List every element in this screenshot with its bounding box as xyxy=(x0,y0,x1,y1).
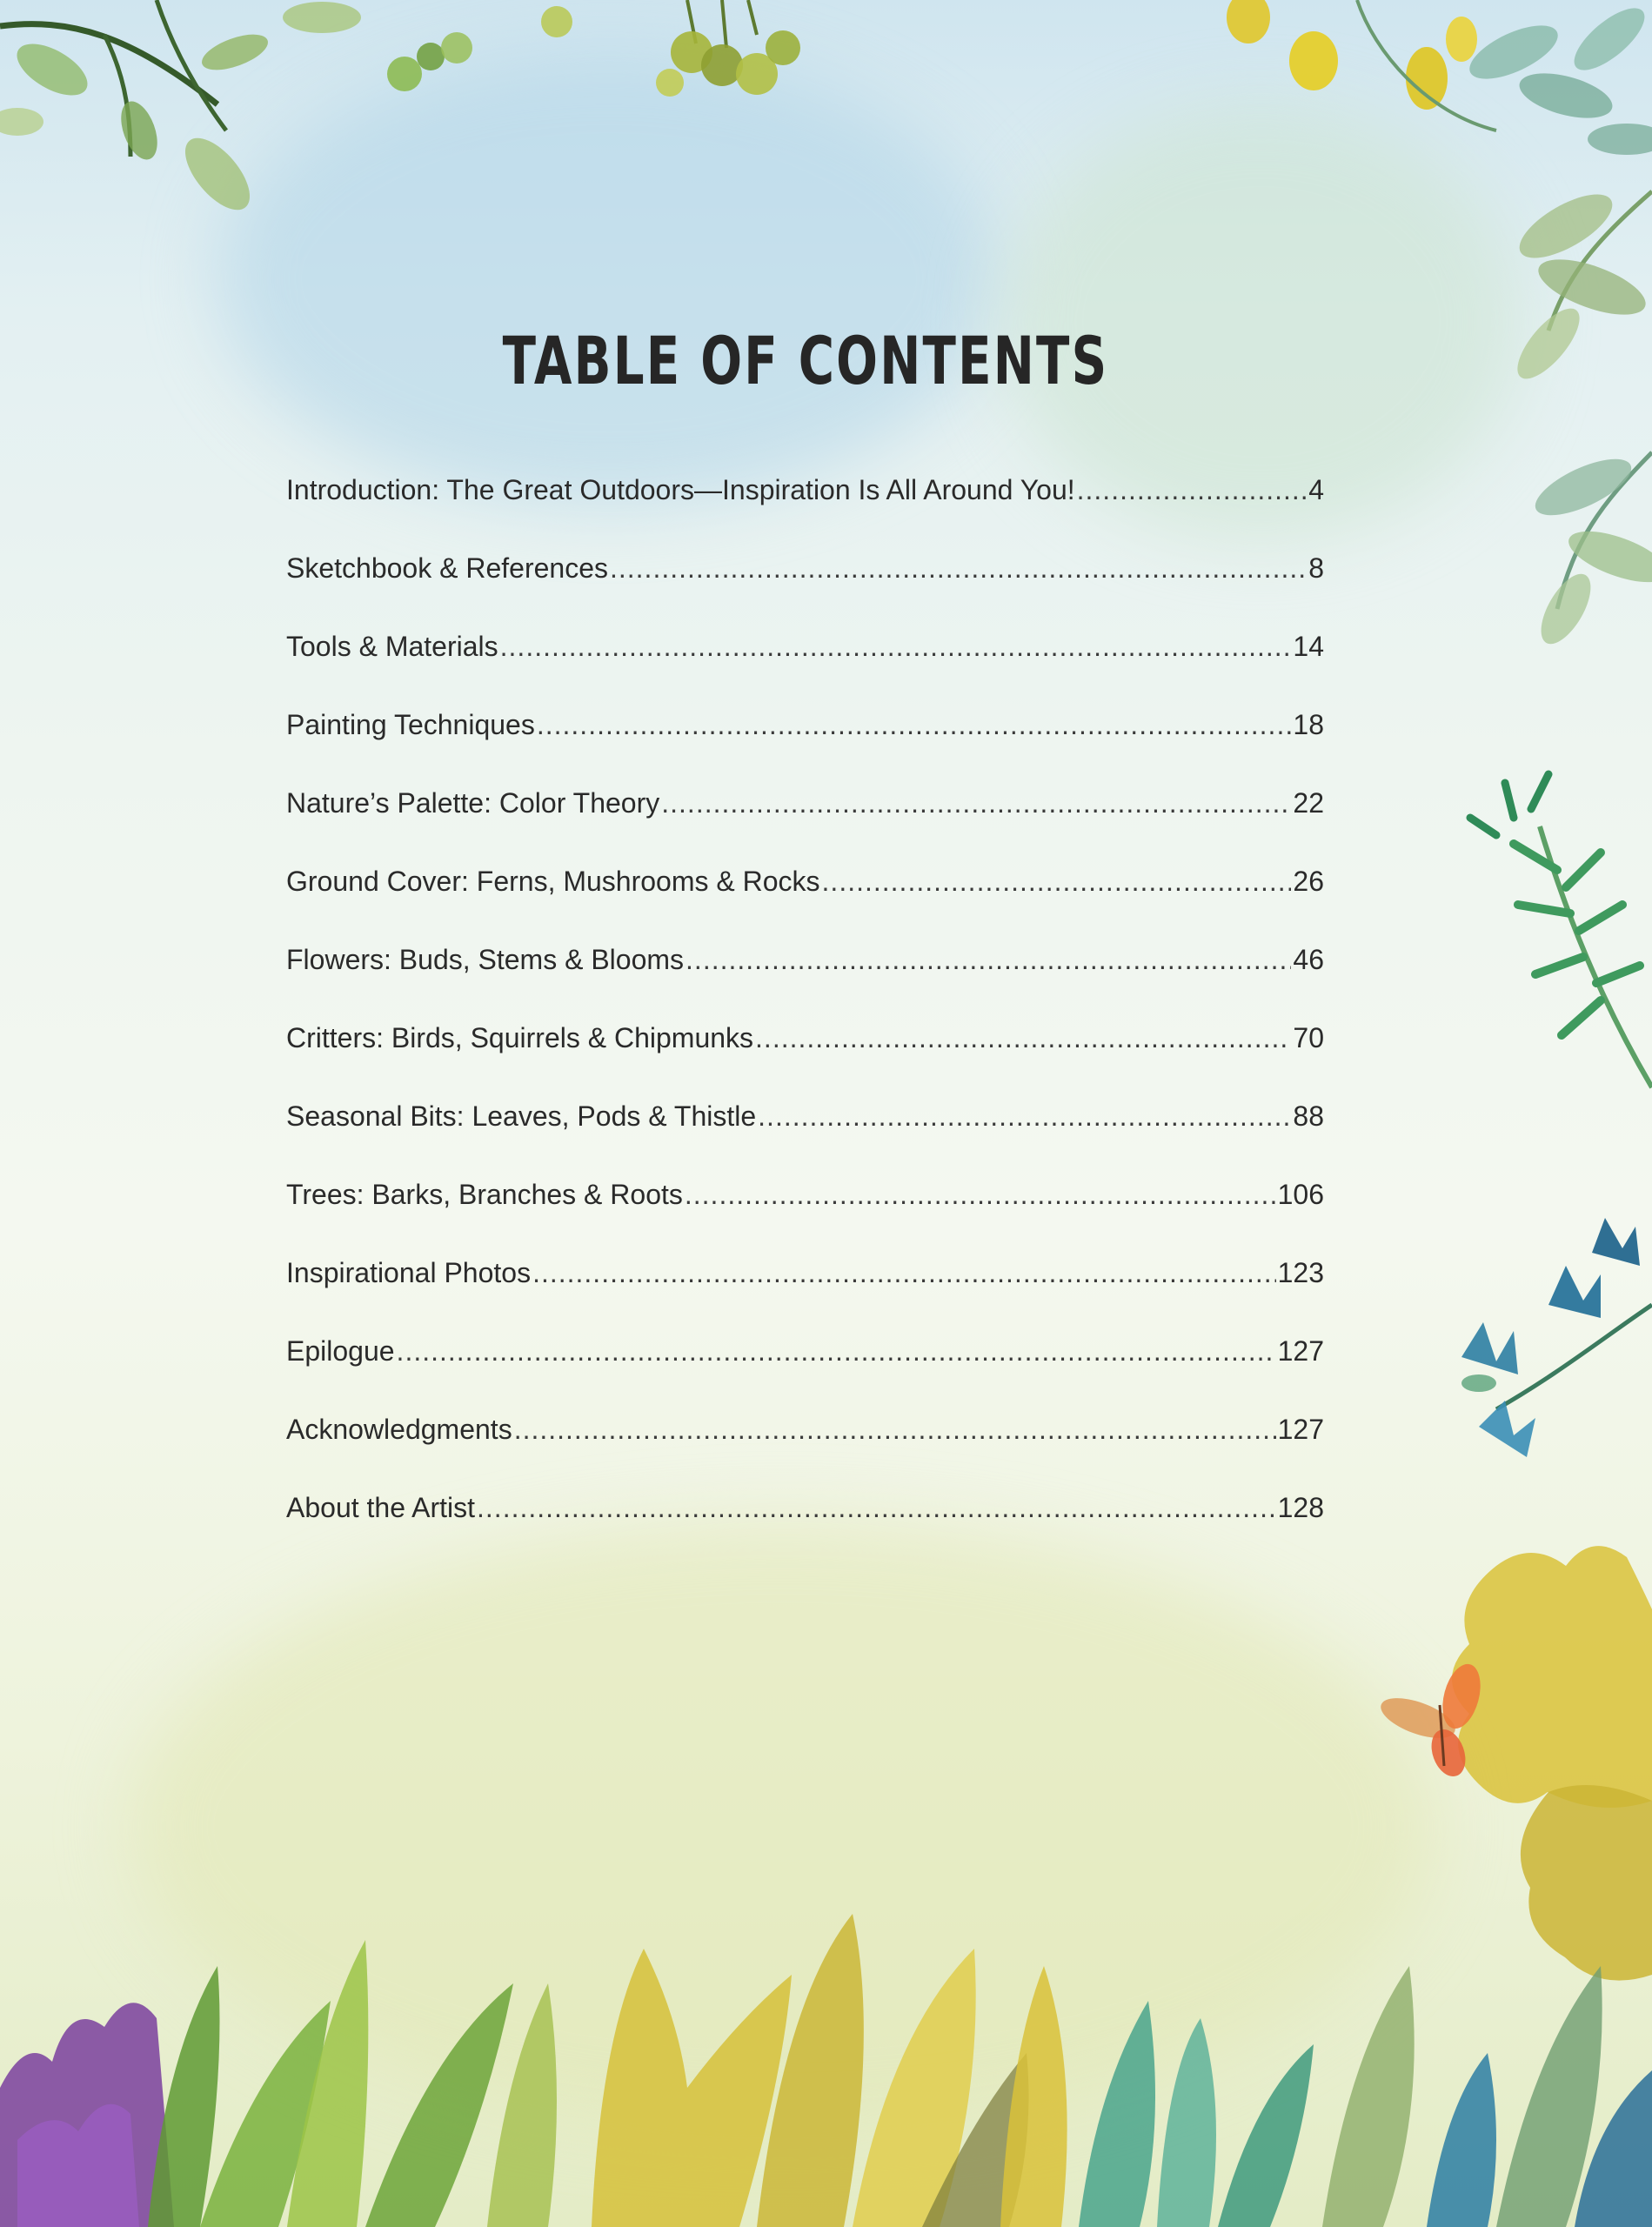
toc-entry-label: About the Artist xyxy=(286,1492,476,1523)
toc-page-number: 127 xyxy=(1277,1335,1324,1367)
toc-entry[interactable] xyxy=(286,552,1324,631)
dot-leader xyxy=(532,1257,1276,1289)
toc-entry[interactable] xyxy=(286,1100,1324,1179)
yellow-flower-icon xyxy=(1227,0,1652,155)
toc-page-number: 26 xyxy=(1293,866,1324,897)
dot-leader xyxy=(755,1022,1291,1054)
toc-page-number: 123 xyxy=(1277,1257,1324,1288)
toc-entry[interactable] xyxy=(286,866,1324,944)
toc-entry[interactable] xyxy=(286,1257,1324,1335)
grass-icon xyxy=(0,1914,1652,2227)
toc-page-number: 8 xyxy=(1308,552,1324,584)
toc-entry-label: Tools & Materials xyxy=(286,631,498,662)
toc-entry-label: Seasonal Bits: Leaves, Pods & Thistle xyxy=(286,1100,757,1132)
toc-page-number: 128 xyxy=(1277,1492,1324,1523)
dot-leader xyxy=(822,866,1292,898)
toc-entry-label: Trees: Barks, Branches & Roots xyxy=(286,1179,683,1210)
toc-page-number: 88 xyxy=(1293,1100,1324,1132)
toc-page-number: 22 xyxy=(1293,787,1324,819)
toc-entry-label: Ground Cover: Ferns, Mushrooms & Rocks xyxy=(286,866,820,897)
toc-entry-label: Introduction: The Great Outdoors—Inspiration Is All Around You! xyxy=(286,474,1075,505)
toc-entry[interactable] xyxy=(286,631,1324,709)
berry-cluster-icon xyxy=(656,0,800,97)
dot-leader xyxy=(397,1335,1276,1368)
toc-page-number: 46 xyxy=(1293,944,1324,975)
toc-entry-label: Critters: Birds, Squirrels & Chipmunks xyxy=(286,1022,754,1053)
toc-entry-label: Nature’s Palette: Color Theory xyxy=(286,787,660,819)
toc-entry[interactable] xyxy=(286,1179,1324,1257)
toc-entry[interactable] xyxy=(286,944,1324,1022)
toc-page-number: 18 xyxy=(1293,709,1324,740)
toc-entry-label: Epilogue xyxy=(286,1335,395,1367)
toc-page-number: 127 xyxy=(1277,1414,1324,1445)
toc-entry[interactable] xyxy=(286,1022,1324,1100)
toc-entry-label: Flowers: Buds, Stems & Blooms xyxy=(286,944,685,975)
dot-leader xyxy=(758,1100,1291,1133)
toc-entry-label: Inspirational Photos xyxy=(286,1257,532,1288)
toc-entry-label: Painting Techniques xyxy=(286,709,535,740)
blue-flower-icon xyxy=(1461,1218,1652,1457)
toc-page-number: 106 xyxy=(1277,1179,1324,1210)
toc-entry[interactable] xyxy=(286,709,1324,787)
toc-entry-label: Sketchbook & References xyxy=(286,552,608,584)
toc-page-number: 70 xyxy=(1293,1022,1324,1053)
toc-entry[interactable] xyxy=(286,474,1324,552)
dot-leader xyxy=(477,1492,1276,1524)
dot-leader xyxy=(514,1414,1276,1446)
toc-entry[interactable] xyxy=(286,1492,1324,1570)
dot-leader xyxy=(1077,474,1308,506)
oak-leaf-icon xyxy=(1452,1546,1652,1981)
dot-leader xyxy=(686,944,1291,976)
toc-entry[interactable] xyxy=(286,787,1324,866)
toc-entry-label: Acknowledgments xyxy=(286,1414,512,1445)
fern-icon xyxy=(1470,774,1652,1087)
toc-entry[interactable] xyxy=(286,1335,1324,1414)
watercolor-branch-icon xyxy=(0,0,572,221)
dot-leader xyxy=(661,787,1291,819)
dot-leader xyxy=(500,631,1292,663)
toc-page-number: 4 xyxy=(1308,474,1324,505)
toc-page-number: 14 xyxy=(1293,631,1324,662)
page-title: TABLE OF CONTENTS xyxy=(502,322,1109,399)
dot-leader xyxy=(685,1179,1276,1211)
dot-leader xyxy=(537,709,1292,741)
toc-entry[interactable] xyxy=(286,1414,1324,1492)
table-of-contents xyxy=(286,474,1324,1570)
leaf-sprig-icon xyxy=(1508,182,1652,652)
dot-leader xyxy=(610,552,1307,585)
